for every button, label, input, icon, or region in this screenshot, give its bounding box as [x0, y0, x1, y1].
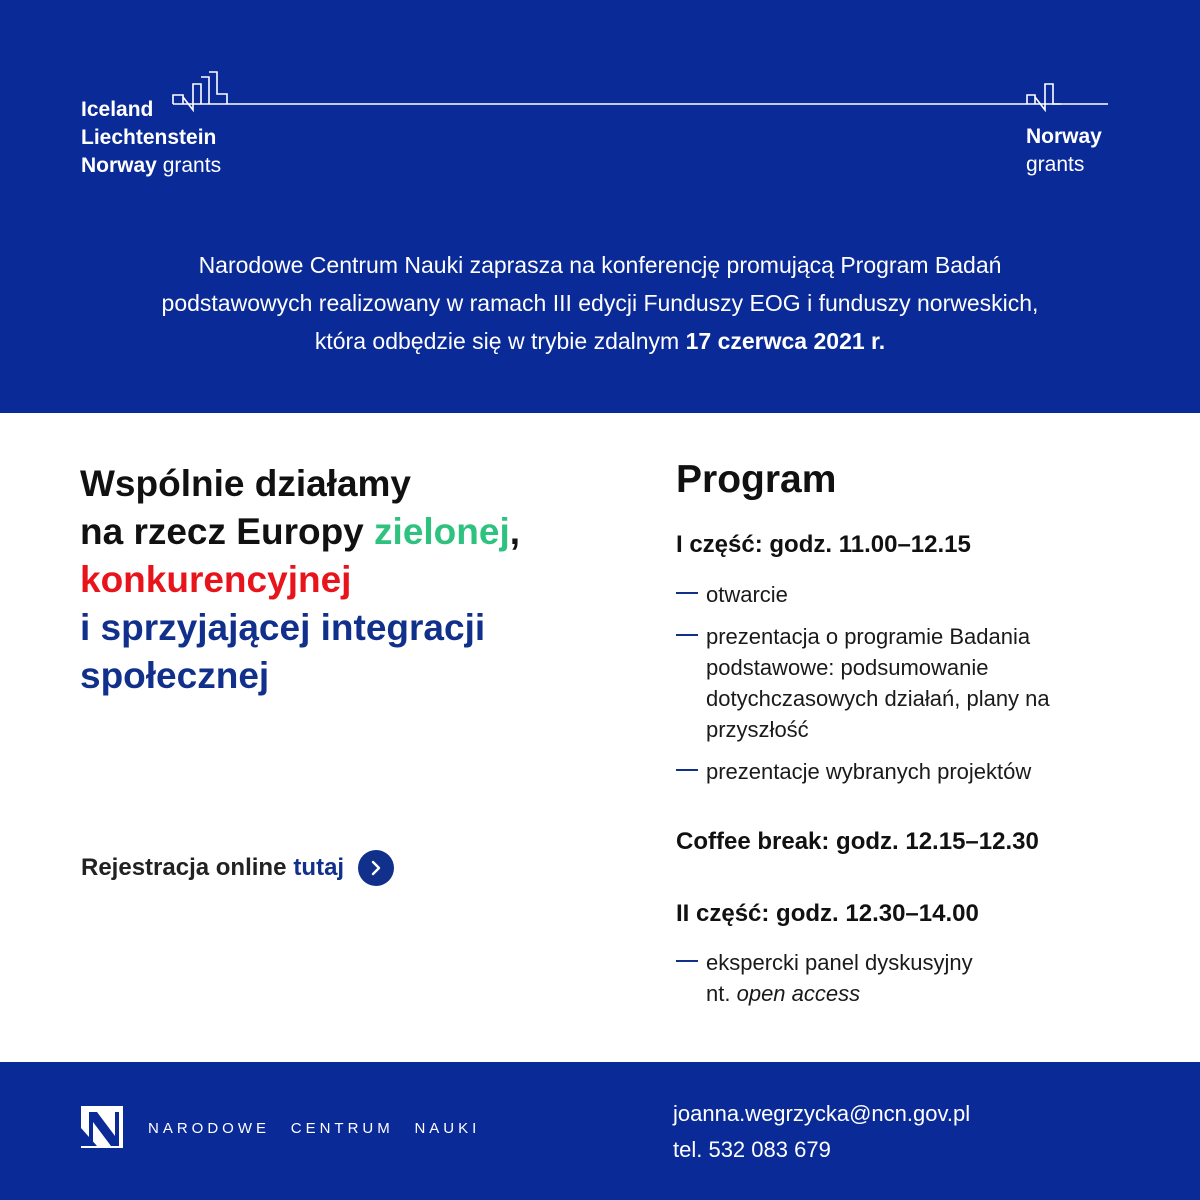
logo-norway: Norway [1026, 125, 1102, 148]
part2-heading: II część: godz. 12.30–14.00 [676, 900, 979, 927]
dash-icon [676, 960, 698, 962]
word-green: zielonej [374, 511, 510, 552]
logo-line-iceland: Iceland [81, 98, 154, 121]
dash-icon [676, 634, 698, 636]
list-item: ekspercki panel dyskusyjny nt. open access [676, 947, 1106, 1009]
norway-grants-logo [1026, 123, 1102, 179]
word-competitive: konkurencyjnej [80, 559, 352, 600]
dash-icon [676, 592, 698, 594]
iceland-liechtenstein-norway-grants-logo [81, 96, 221, 180]
part1-heading: I część: godz. 11.00–12.15 [676, 531, 971, 558]
registration-here-link[interactable]: tutaj [293, 854, 345, 881]
dash-icon [676, 769, 698, 771]
contact-info [673, 1096, 970, 1168]
coffee-break: Coffee break: godz. 12.15–12.30 [676, 828, 1039, 855]
list-item: otwarcie [676, 579, 1106, 610]
list-item: prezentacja o programie Badania podstawowe: podsumowanie dotychczasowych działań, plany na przyszłość [676, 621, 1086, 745]
registration-button[interactable] [358, 850, 394, 886]
registration-link[interactable] [81, 850, 394, 886]
program-title: Program [676, 458, 837, 501]
logo-grants: grants [1026, 153, 1085, 176]
contact-email[interactable]: joanna.wegrzycka@ncn.gov.pl [673, 1101, 971, 1126]
registration-label: Rejestracja online [81, 854, 287, 881]
chevron-right-icon [368, 860, 384, 876]
ncn-logo [81, 1106, 123, 1148]
header-band [0, 0, 1200, 413]
headline: Wspólnie działamy na rzecz Europy zielonej, konkurencyjnej i sprzyjającej integracji społecznej [80, 460, 600, 700]
contact-phone: tel. 532 083 679 [673, 1137, 831, 1162]
logo-line-liechtenstein: Liechtenstein [81, 126, 217, 149]
logo-line-norway-grants: Norway grants [81, 154, 222, 177]
list-item: prezentacje wybranych projektów [676, 756, 1106, 787]
invitation-text: Narodowe Centrum Nauki zaprasza na konferencję promującą Program Badań podstawowych realizowany w ramach III edycji Funduszy EOG i funduszy norweskich, która odbędzie się w trybie zdalnym 17 czerwca 2021 r. [161, 252, 1039, 354]
org-name: NARODOWE CENTRUM NAUKI [148, 1120, 481, 1137]
event-date: 17 czerwca 2021 r. [685, 328, 886, 354]
